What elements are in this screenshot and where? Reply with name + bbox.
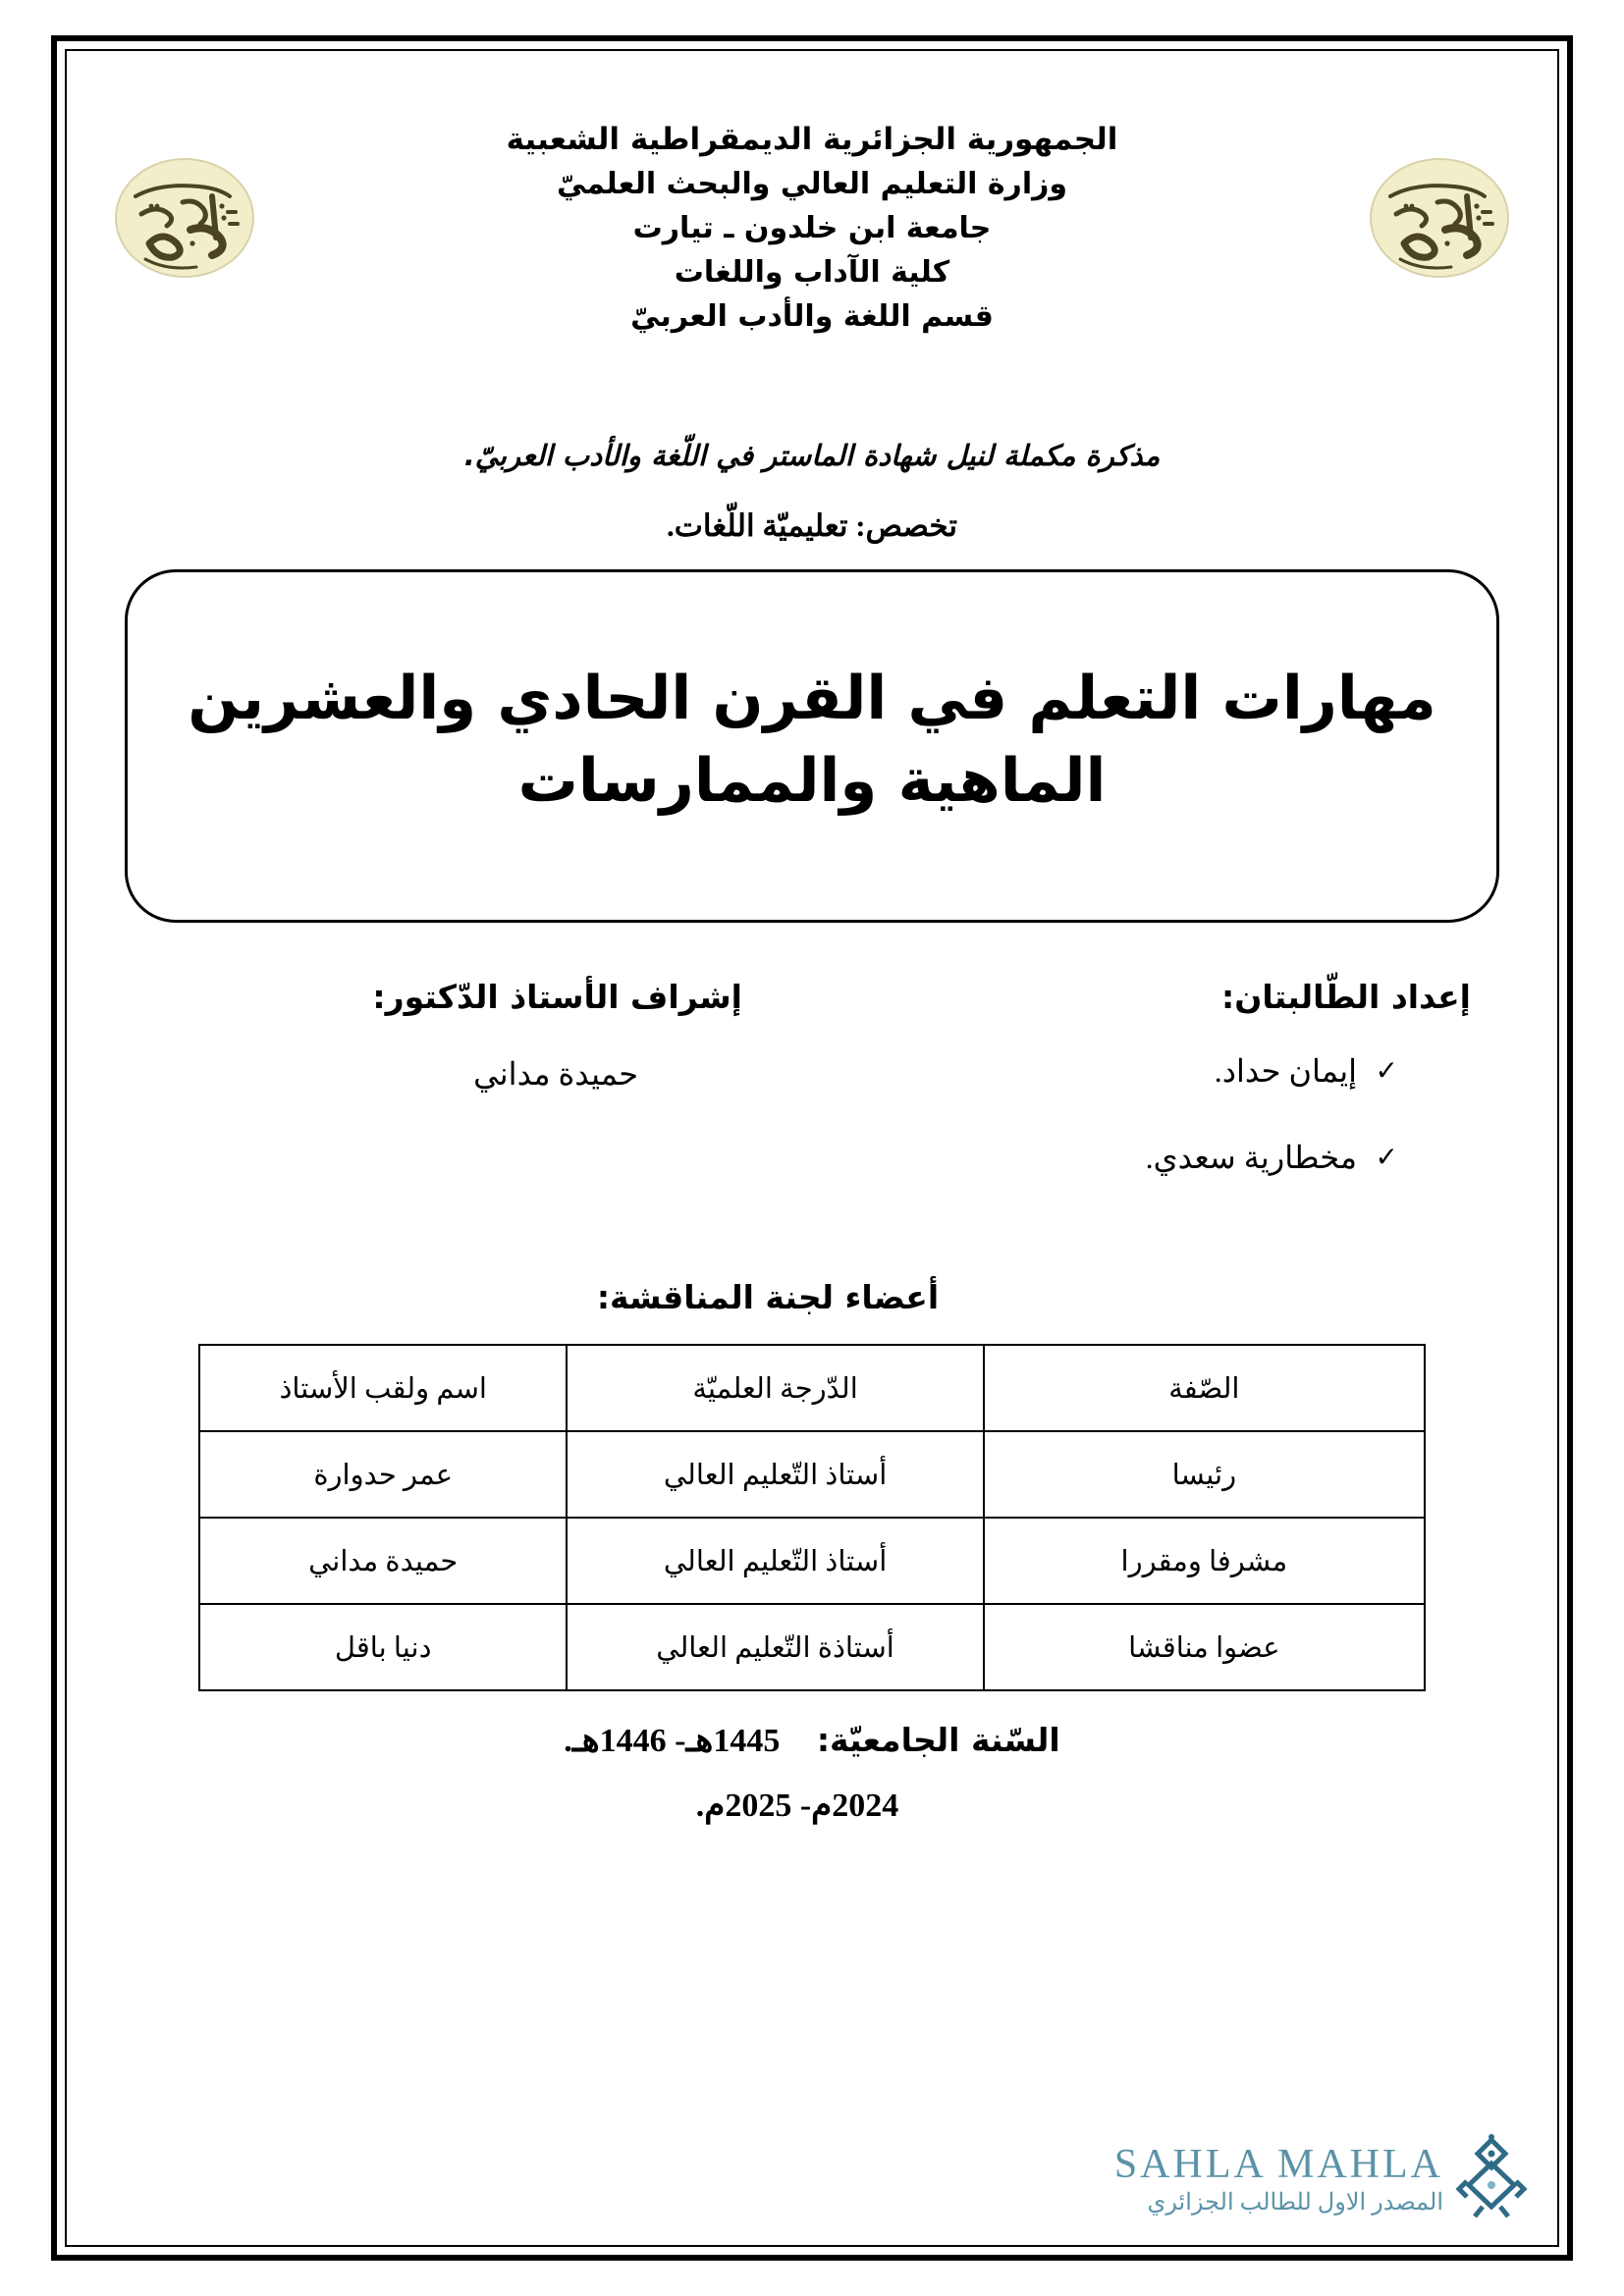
- jury-heading: أعضاء لجنة المناقشة:: [596, 1278, 940, 1316]
- header-line-university: جامعة ابن خلدون ـ تيارت: [632, 211, 992, 245]
- header-line-department: قسم اللغة والأدب العربيّ: [630, 299, 994, 334]
- header-line-faculty: كلية الآداب واللغات: [674, 255, 950, 290]
- page-content: [88, 73, 1536, 2223]
- supervisor-name: حميدة مداني: [473, 1056, 638, 1092]
- thesis-title-box: [125, 569, 1499, 923]
- cell-name: عمر حدوارة: [199, 1431, 567, 1518]
- cell-rank: أستاذ التّعليم العالي: [567, 1431, 983, 1518]
- site-watermark: [1078, 2120, 1530, 2238]
- cell-name: حميدة مداني: [199, 1518, 567, 1604]
- column-header-name: اسم ولقب الأستاذ: [199, 1345, 567, 1431]
- header-line-country: الجمهورية الجزائرية الديمقراطية الشعبية: [506, 122, 1118, 157]
- cell-role: رئيسا: [984, 1431, 1425, 1518]
- speciality-line: تخصص: تعليميّة اللّغات.: [666, 508, 958, 543]
- students-list: [897, 1049, 1506, 1179]
- student-name: مخطارية سعدي.: [1145, 1140, 1357, 1175]
- cell-role: عضوا مناقشا: [984, 1604, 1425, 1690]
- header-zone: [88, 73, 1536, 397]
- watermark-text: [1114, 2141, 1443, 2217]
- student-name: إيمان حداد.: [1214, 1053, 1357, 1089]
- academic-year-hijri: 1445هـ- 1446هـ.: [564, 1723, 781, 1759]
- column-header-role: الصّفة: [984, 1345, 1425, 1431]
- academic-year-gregorian: 2024م- 2025م.: [695, 1788, 899, 1824]
- students-heading: إعداد الطّالبتان:: [1221, 978, 1471, 1016]
- jury-table: [198, 1344, 1426, 1691]
- students-column: [897, 978, 1506, 1222]
- list-item: [897, 1049, 1398, 1093]
- sahla-mahla-logo-icon: [1453, 2134, 1530, 2224]
- table-header-row: [199, 1345, 1425, 1431]
- cell-rank: أستاذة التّعليم العالي: [567, 1604, 983, 1690]
- supervisor-heading: إشراف الأستاذ الدّكتور:: [372, 978, 742, 1016]
- academic-year-block: [88, 1721, 1536, 1825]
- table-row: [199, 1518, 1425, 1604]
- column-header-rank: الدّرجة العلميّة: [567, 1345, 983, 1431]
- watermark-tagline: المصدر الاول للطالب الجزائري: [1147, 2190, 1443, 2216]
- table-row: [199, 1604, 1425, 1690]
- cell-rank: أستاذ التّعليم العالي: [567, 1518, 983, 1604]
- check-icon: ✓: [1375, 1143, 1398, 1173]
- header-line-ministry: وزارة التعليم العالي والبحث العلميّ: [556, 167, 1068, 201]
- cell-role: مشرفا ومقررا: [984, 1518, 1425, 1604]
- people-row: [88, 978, 1536, 1272]
- academic-year-hijri-line: [88, 1721, 1536, 1760]
- watermark-brand: SAHLA MAHLA: [1113, 2142, 1443, 2187]
- institution-header: [88, 118, 1536, 339]
- academic-year-label: السّنة الجامعيّة:: [816, 1721, 1060, 1759]
- table-row: [199, 1431, 1425, 1518]
- list-item: [897, 1136, 1398, 1179]
- degree-statement: مذكرة مكملة لنيل شهادة الماستر في اللّغة والأدب العربيّ.: [463, 439, 1161, 472]
- thesis-title: مهارات التعلم في القرن الحادي والعشرين الماهية والممارسات: [188, 664, 1436, 816]
- cell-name: دنيا باقل: [199, 1604, 567, 1690]
- check-icon: ✓: [1375, 1056, 1398, 1087]
- supervisor-column: [134, 978, 762, 1093]
